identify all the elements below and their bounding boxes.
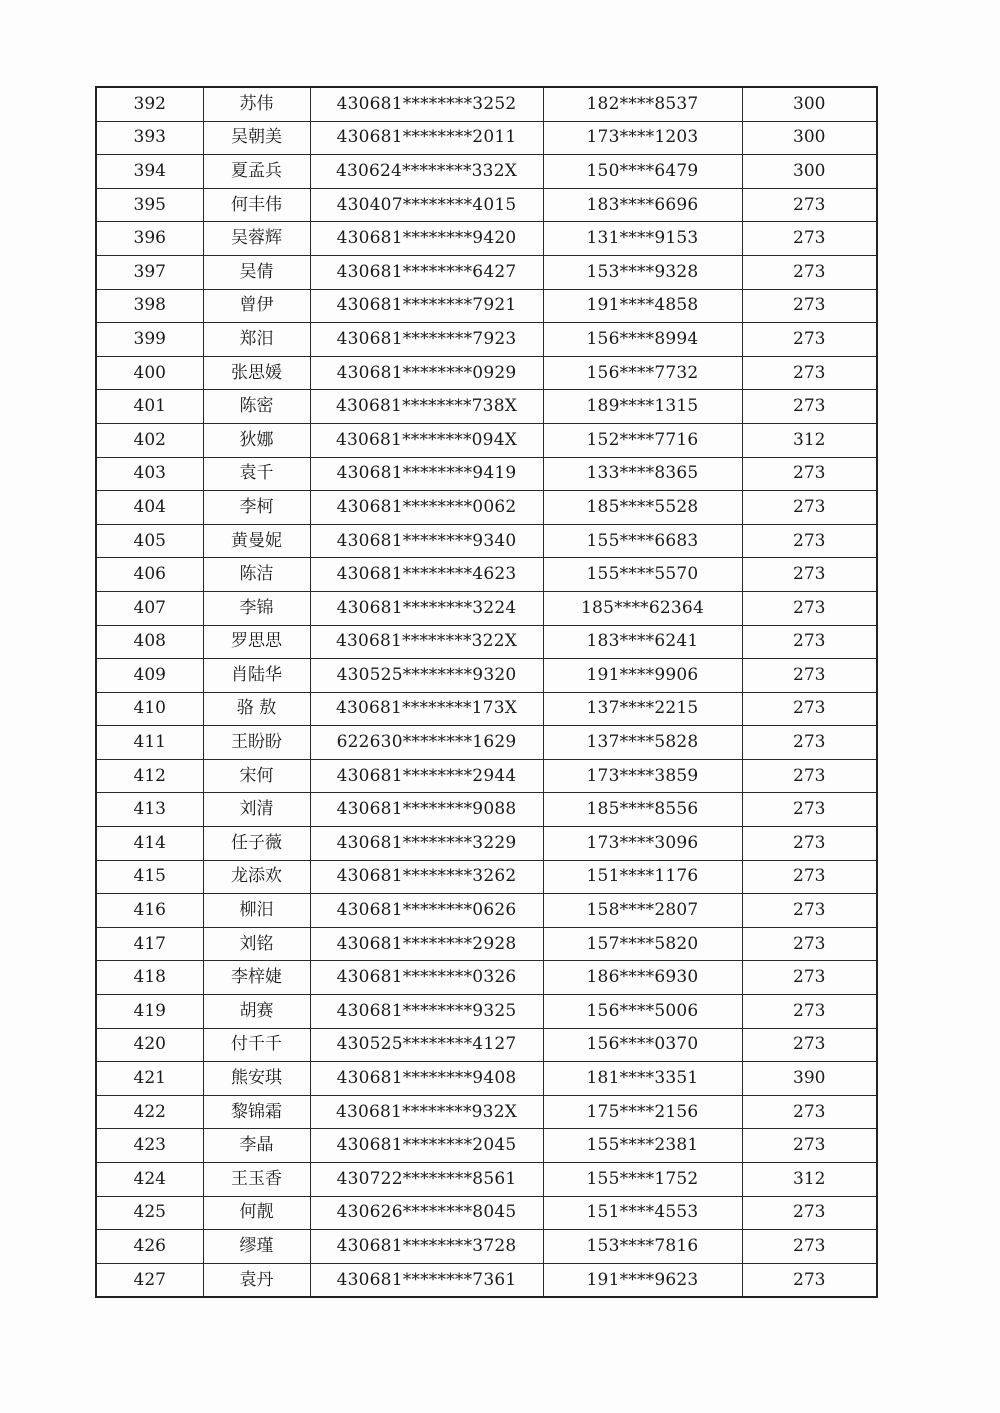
row-number-cell: 419 xyxy=(96,995,203,1029)
table-row xyxy=(96,1230,877,1264)
id-number-cell: 430681********173X xyxy=(310,692,543,726)
name-cell: 宋何 xyxy=(203,759,310,793)
id-number-cell: 430407********4015 xyxy=(310,188,543,222)
name-cell: 罗思思 xyxy=(203,625,310,659)
id-number-cell: 430681********0929 xyxy=(310,356,543,390)
row-number-cell: 405 xyxy=(96,524,203,558)
phone-cell: 151****1176 xyxy=(543,860,742,894)
phone-cell: 191****9906 xyxy=(543,659,742,693)
phone-cell: 155****1752 xyxy=(543,1163,742,1197)
phone-cell: 157****5820 xyxy=(543,927,742,961)
row-number-cell: 418 xyxy=(96,961,203,995)
phone-cell: 183****6241 xyxy=(543,625,742,659)
id-number-cell: 430681********3229 xyxy=(310,827,543,861)
id-number-cell: 430681********9420 xyxy=(310,222,543,256)
id-number-cell: 430681********4623 xyxy=(310,558,543,592)
name-cell: 袁千 xyxy=(203,457,310,491)
name-cell: 夏孟兵 xyxy=(203,155,310,189)
row-number-cell: 401 xyxy=(96,390,203,424)
table-row xyxy=(96,423,877,457)
amount-cell: 273 xyxy=(742,995,877,1029)
name-cell: 胡赛 xyxy=(203,995,310,1029)
phone-cell: 185****8556 xyxy=(543,793,742,827)
amount-cell: 273 xyxy=(742,625,877,659)
amount-cell: 273 xyxy=(742,457,877,491)
table-row xyxy=(96,121,877,155)
name-cell: 陈密 xyxy=(203,390,310,424)
row-number-cell: 392 xyxy=(96,87,203,121)
phone-cell: 182****8537 xyxy=(543,87,742,121)
phone-cell: 131****9153 xyxy=(543,222,742,256)
amount-cell: 273 xyxy=(742,927,877,961)
phone-cell: 152****7716 xyxy=(543,423,742,457)
amount-cell: 273 xyxy=(742,726,877,760)
row-number-cell: 427 xyxy=(96,1263,203,1297)
id-number-cell: 430681********9408 xyxy=(310,1062,543,1096)
row-number-cell: 397 xyxy=(96,255,203,289)
phone-cell: 185****5528 xyxy=(543,491,742,525)
phone-cell: 156****5006 xyxy=(543,995,742,1029)
table-row xyxy=(96,793,877,827)
amount-cell: 312 xyxy=(742,423,877,457)
id-number-cell: 430681********3224 xyxy=(310,591,543,625)
row-number-cell: 393 xyxy=(96,121,203,155)
name-cell: 狄娜 xyxy=(203,423,310,457)
id-number-cell: 430681********6427 xyxy=(310,255,543,289)
row-number-cell: 425 xyxy=(96,1196,203,1230)
id-number-cell: 430681********094X xyxy=(310,423,543,457)
table-row xyxy=(96,659,877,693)
table-row xyxy=(96,1263,877,1297)
table-row xyxy=(96,222,877,256)
name-cell: 李梓婕 xyxy=(203,961,310,995)
table-row xyxy=(96,1196,877,1230)
table-row xyxy=(96,255,877,289)
amount-cell: 300 xyxy=(742,87,877,121)
name-cell: 李晶 xyxy=(203,1129,310,1163)
row-number-cell: 403 xyxy=(96,457,203,491)
id-number-cell: 430525********4127 xyxy=(310,1028,543,1062)
amount-cell: 390 xyxy=(742,1062,877,1096)
id-number-cell: 430681********2045 xyxy=(310,1129,543,1163)
name-cell: 刘铭 xyxy=(203,927,310,961)
amount-cell: 300 xyxy=(742,155,877,189)
amount-cell: 273 xyxy=(742,1230,877,1264)
row-number-cell: 406 xyxy=(96,558,203,592)
row-number-cell: 415 xyxy=(96,860,203,894)
id-number-cell: 430681********932X xyxy=(310,1095,543,1129)
table-row xyxy=(96,591,877,625)
row-number-cell: 407 xyxy=(96,591,203,625)
id-number-cell: 430681********7361 xyxy=(310,1263,543,1297)
name-cell: 何丰伟 xyxy=(203,188,310,222)
name-cell: 郑汨 xyxy=(203,323,310,357)
amount-cell: 273 xyxy=(742,289,877,323)
phone-cell: 191****9623 xyxy=(543,1263,742,1297)
phone-cell: 153****7816 xyxy=(543,1230,742,1264)
phone-cell: 155****2381 xyxy=(543,1129,742,1163)
row-number-cell: 408 xyxy=(96,625,203,659)
phone-cell: 191****4858 xyxy=(543,289,742,323)
amount-cell: 312 xyxy=(742,1163,877,1197)
table-row xyxy=(96,1163,877,1197)
id-number-cell: 430624********332X xyxy=(310,155,543,189)
phone-cell: 156****8994 xyxy=(543,323,742,357)
amount-cell: 273 xyxy=(742,323,877,357)
name-cell: 付千千 xyxy=(203,1028,310,1062)
amount-cell: 273 xyxy=(742,390,877,424)
row-number-cell: 398 xyxy=(96,289,203,323)
row-number-cell: 412 xyxy=(96,759,203,793)
name-cell: 柳汨 xyxy=(203,894,310,928)
amount-cell: 273 xyxy=(742,591,877,625)
phone-cell: 181****3351 xyxy=(543,1062,742,1096)
amount-cell: 273 xyxy=(742,793,877,827)
table-row xyxy=(96,927,877,961)
amount-cell: 273 xyxy=(742,1196,877,1230)
id-number-cell: 430681********3252 xyxy=(310,87,543,121)
row-number-cell: 404 xyxy=(96,491,203,525)
amount-cell: 300 xyxy=(742,121,877,155)
phone-cell: 186****6930 xyxy=(543,961,742,995)
name-cell: 吴蓉辉 xyxy=(203,222,310,256)
name-cell: 陈洁 xyxy=(203,558,310,592)
table-row xyxy=(96,894,877,928)
amount-cell: 273 xyxy=(742,222,877,256)
row-number-cell: 396 xyxy=(96,222,203,256)
id-number-cell: 430681********2011 xyxy=(310,121,543,155)
amount-cell: 273 xyxy=(742,659,877,693)
row-number-cell: 410 xyxy=(96,692,203,726)
row-number-cell: 411 xyxy=(96,726,203,760)
row-number-cell: 402 xyxy=(96,423,203,457)
amount-cell: 273 xyxy=(742,894,877,928)
phone-cell: 156****7732 xyxy=(543,356,742,390)
id-number-cell: 430681********2944 xyxy=(310,759,543,793)
table-row xyxy=(96,1095,877,1129)
name-cell: 王玉香 xyxy=(203,1163,310,1197)
name-cell: 袁丹 xyxy=(203,1263,310,1297)
row-number-cell: 400 xyxy=(96,356,203,390)
name-cell: 王盼盼 xyxy=(203,726,310,760)
table-row xyxy=(96,390,877,424)
row-number-cell: 423 xyxy=(96,1129,203,1163)
table-row xyxy=(96,1129,877,1163)
name-cell: 苏伟 xyxy=(203,87,310,121)
id-number-cell: 430681********7923 xyxy=(310,323,543,357)
row-number-cell: 414 xyxy=(96,827,203,861)
table-row xyxy=(96,860,877,894)
amount-cell: 273 xyxy=(742,255,877,289)
table-row xyxy=(96,558,877,592)
table-row xyxy=(96,726,877,760)
id-number-cell: 430681********3262 xyxy=(310,860,543,894)
name-cell: 骆 敖 xyxy=(203,692,310,726)
id-number-cell: 430722********8561 xyxy=(310,1163,543,1197)
phone-cell: 173****1203 xyxy=(543,121,742,155)
table-row xyxy=(96,289,877,323)
amount-cell: 273 xyxy=(742,558,877,592)
phone-cell: 158****2807 xyxy=(543,894,742,928)
id-number-cell: 430681********9088 xyxy=(310,793,543,827)
roster-table-body xyxy=(96,87,877,1297)
phone-cell: 183****6696 xyxy=(543,188,742,222)
row-number-cell: 422 xyxy=(96,1095,203,1129)
amount-cell: 273 xyxy=(742,188,877,222)
table-row xyxy=(96,1028,877,1062)
id-number-cell: 430681********9325 xyxy=(310,995,543,1029)
amount-cell: 273 xyxy=(742,759,877,793)
table-row xyxy=(96,356,877,390)
name-cell: 刘清 xyxy=(203,793,310,827)
name-cell: 肖陆华 xyxy=(203,659,310,693)
name-cell: 龙添欢 xyxy=(203,860,310,894)
id-number-cell: 430681********0626 xyxy=(310,894,543,928)
name-cell: 李柯 xyxy=(203,491,310,525)
phone-cell: 133****8365 xyxy=(543,457,742,491)
phone-cell: 156****0370 xyxy=(543,1028,742,1062)
amount-cell: 273 xyxy=(742,1263,877,1297)
name-cell: 张思媛 xyxy=(203,356,310,390)
id-number-cell: 430626********8045 xyxy=(310,1196,543,1230)
amount-cell: 273 xyxy=(742,1129,877,1163)
id-number-cell: 430681********3728 xyxy=(310,1230,543,1264)
name-cell: 何靓 xyxy=(203,1196,310,1230)
id-number-cell: 430681********9419 xyxy=(310,457,543,491)
amount-cell: 273 xyxy=(742,961,877,995)
table-row xyxy=(96,625,877,659)
table-row xyxy=(96,155,877,189)
phone-cell: 173****3859 xyxy=(543,759,742,793)
table-row xyxy=(96,1062,877,1096)
table-row xyxy=(96,87,877,121)
id-number-cell: 430525********9320 xyxy=(310,659,543,693)
table-row xyxy=(96,491,877,525)
id-number-cell: 430681********738X xyxy=(310,390,543,424)
name-cell: 任子薇 xyxy=(203,827,310,861)
phone-cell: 173****3096 xyxy=(543,827,742,861)
id-number-cell: 430681********9340 xyxy=(310,524,543,558)
row-number-cell: 426 xyxy=(96,1230,203,1264)
name-cell: 吴倩 xyxy=(203,255,310,289)
phone-cell: 137****5828 xyxy=(543,726,742,760)
row-number-cell: 413 xyxy=(96,793,203,827)
row-number-cell: 416 xyxy=(96,894,203,928)
name-cell: 黎锦霜 xyxy=(203,1095,310,1129)
row-number-cell: 417 xyxy=(96,927,203,961)
amount-cell: 273 xyxy=(742,524,877,558)
id-number-cell: 430681********2928 xyxy=(310,927,543,961)
phone-cell: 150****6479 xyxy=(543,155,742,189)
name-cell: 黄曼妮 xyxy=(203,524,310,558)
id-number-cell: 430681********7921 xyxy=(310,289,543,323)
name-cell: 曾伊 xyxy=(203,289,310,323)
amount-cell: 273 xyxy=(742,692,877,726)
row-number-cell: 424 xyxy=(96,1163,203,1197)
table-row xyxy=(96,961,877,995)
id-number-cell: 622630********1629 xyxy=(310,726,543,760)
table-row xyxy=(96,692,877,726)
phone-cell: 189****1315 xyxy=(543,390,742,424)
roster-table xyxy=(95,86,878,1298)
phone-cell: 175****2156 xyxy=(543,1095,742,1129)
row-number-cell: 409 xyxy=(96,659,203,693)
amount-cell: 273 xyxy=(742,1095,877,1129)
id-number-cell: 430681********0062 xyxy=(310,491,543,525)
table-row xyxy=(96,524,877,558)
table-row xyxy=(96,827,877,861)
amount-cell: 273 xyxy=(742,827,877,861)
row-number-cell: 395 xyxy=(96,188,203,222)
name-cell: 吴朝美 xyxy=(203,121,310,155)
id-number-cell: 430681********322X xyxy=(310,625,543,659)
amount-cell: 273 xyxy=(742,491,877,525)
table-row xyxy=(96,188,877,222)
phone-cell: 185****62364 xyxy=(543,591,742,625)
row-number-cell: 421 xyxy=(96,1062,203,1096)
phone-cell: 151****4553 xyxy=(543,1196,742,1230)
id-number-cell: 430681********0326 xyxy=(310,961,543,995)
table-row xyxy=(96,323,877,357)
table-row xyxy=(96,995,877,1029)
phone-cell: 155****6683 xyxy=(543,524,742,558)
row-number-cell: 394 xyxy=(96,155,203,189)
amount-cell: 273 xyxy=(742,356,877,390)
name-cell: 熊安琪 xyxy=(203,1062,310,1096)
amount-cell: 273 xyxy=(742,1028,877,1062)
row-number-cell: 420 xyxy=(96,1028,203,1062)
row-number-cell: 399 xyxy=(96,323,203,357)
phone-cell: 137****2215 xyxy=(543,692,742,726)
phone-cell: 155****5570 xyxy=(543,558,742,592)
table-row xyxy=(96,759,877,793)
amount-cell: 273 xyxy=(742,860,877,894)
table-row xyxy=(96,457,877,491)
phone-cell: 153****9328 xyxy=(543,255,742,289)
name-cell: 缪瑾 xyxy=(203,1230,310,1264)
name-cell: 李锦 xyxy=(203,591,310,625)
